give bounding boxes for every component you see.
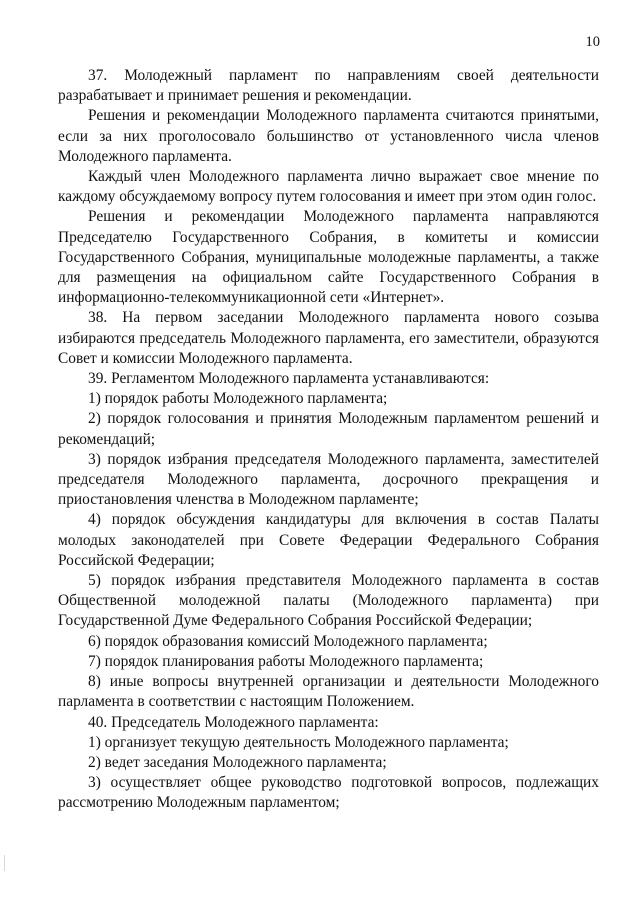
page-number: 10 bbox=[585, 34, 600, 50]
paragraph-37: 37. Молодежный парламент по направлениям своей деятельности разрабатывает и принимает решения и рекомендации. bbox=[58, 67, 599, 105]
list-item-39-4: 4) порядок обсуждения кандидатуры для включения в состав Палаты молодых законодателей при Совете Федерации Федерального Собрания Российской Федерации; bbox=[58, 511, 599, 569]
list-item-39-5: 5) порядок избрания представителя Молодежного парламента в состав Общественной молодежной палаты (Молодежного парламента) при Государственной Думе Федерального Собрания Российской Федерации; bbox=[58, 572, 599, 630]
list-item-39-6: 6) порядок образования комиссий Молодежного парламента; bbox=[88, 632, 488, 650]
list-item-39-2: 2) порядок голосования и принятия Молодежным парламентом решений и рекомендаций; bbox=[58, 410, 599, 448]
list-item-39-8: 8) иные вопросы внутренней организации и деятельности Молодежного парламента в соответствии с настоящим Положением. bbox=[58, 673, 599, 711]
list-item-39-1: 1) порядок работы Молодежного парламента; bbox=[88, 390, 388, 408]
paragraph-38: 38. На первом заседании Молодежного парламента нового созыва избираются председатель Молодежного парламента, его заместители, образуются Совет и комиссии Молодежного парламента. bbox=[58, 309, 599, 367]
list-item-40-3: 3) осуществляет общее руководство подготовкой вопросов, подлежащих рассмотрению Молодежным парламентом; bbox=[58, 774, 599, 812]
list-item-39-7: 7) порядок планирования работы Молодежного парламента; bbox=[88, 652, 484, 670]
paragraph-37-vote: Каждый член Молодежного парламента лично выражает свое мнение по каждому обсуждаемому вопросу путем голосования и имеет при этом один голос. bbox=[58, 168, 599, 206]
scan-margin-mark bbox=[4, 855, 5, 871]
paragraph-39: 39. Регламентом Молодежного парламента устанавливаются: bbox=[88, 370, 490, 388]
list-item-39-3: 3) порядок избрания председателя Молодежного парламента, заместителей председателя Молодежного парламента, досрочного прекращения и приостановления членства в Молодежном парламенте; bbox=[58, 450, 599, 509]
paragraph-37-distribution: Решения и рекомендации Молодежного парламента направляются Председателю Государственного Собрания, в комитеты и комиссии Государственного Собрания, муниципальные молодежные парламенты, а также для размещения на официальном сайте Государственного Собрания в информационно-телекоммуникационной сети «Интернет». bbox=[58, 208, 599, 307]
paragraph-40: 40. Председатель Молодежного парламента: bbox=[88, 713, 379, 731]
list-item-40-1: 1) организует текущую деятельность Молодежного парламента; bbox=[88, 733, 509, 751]
document-body bbox=[58, 66, 599, 814]
list-item-40-2: 2) ведет заседания Молодежного парламента; bbox=[88, 753, 387, 771]
paragraph-37-decisions: Решения и рекомендации Молодежного парламента считаются принятыми, если за них проголосовало большинство от установленного числа членов Молодежного парламента. bbox=[58, 107, 599, 165]
